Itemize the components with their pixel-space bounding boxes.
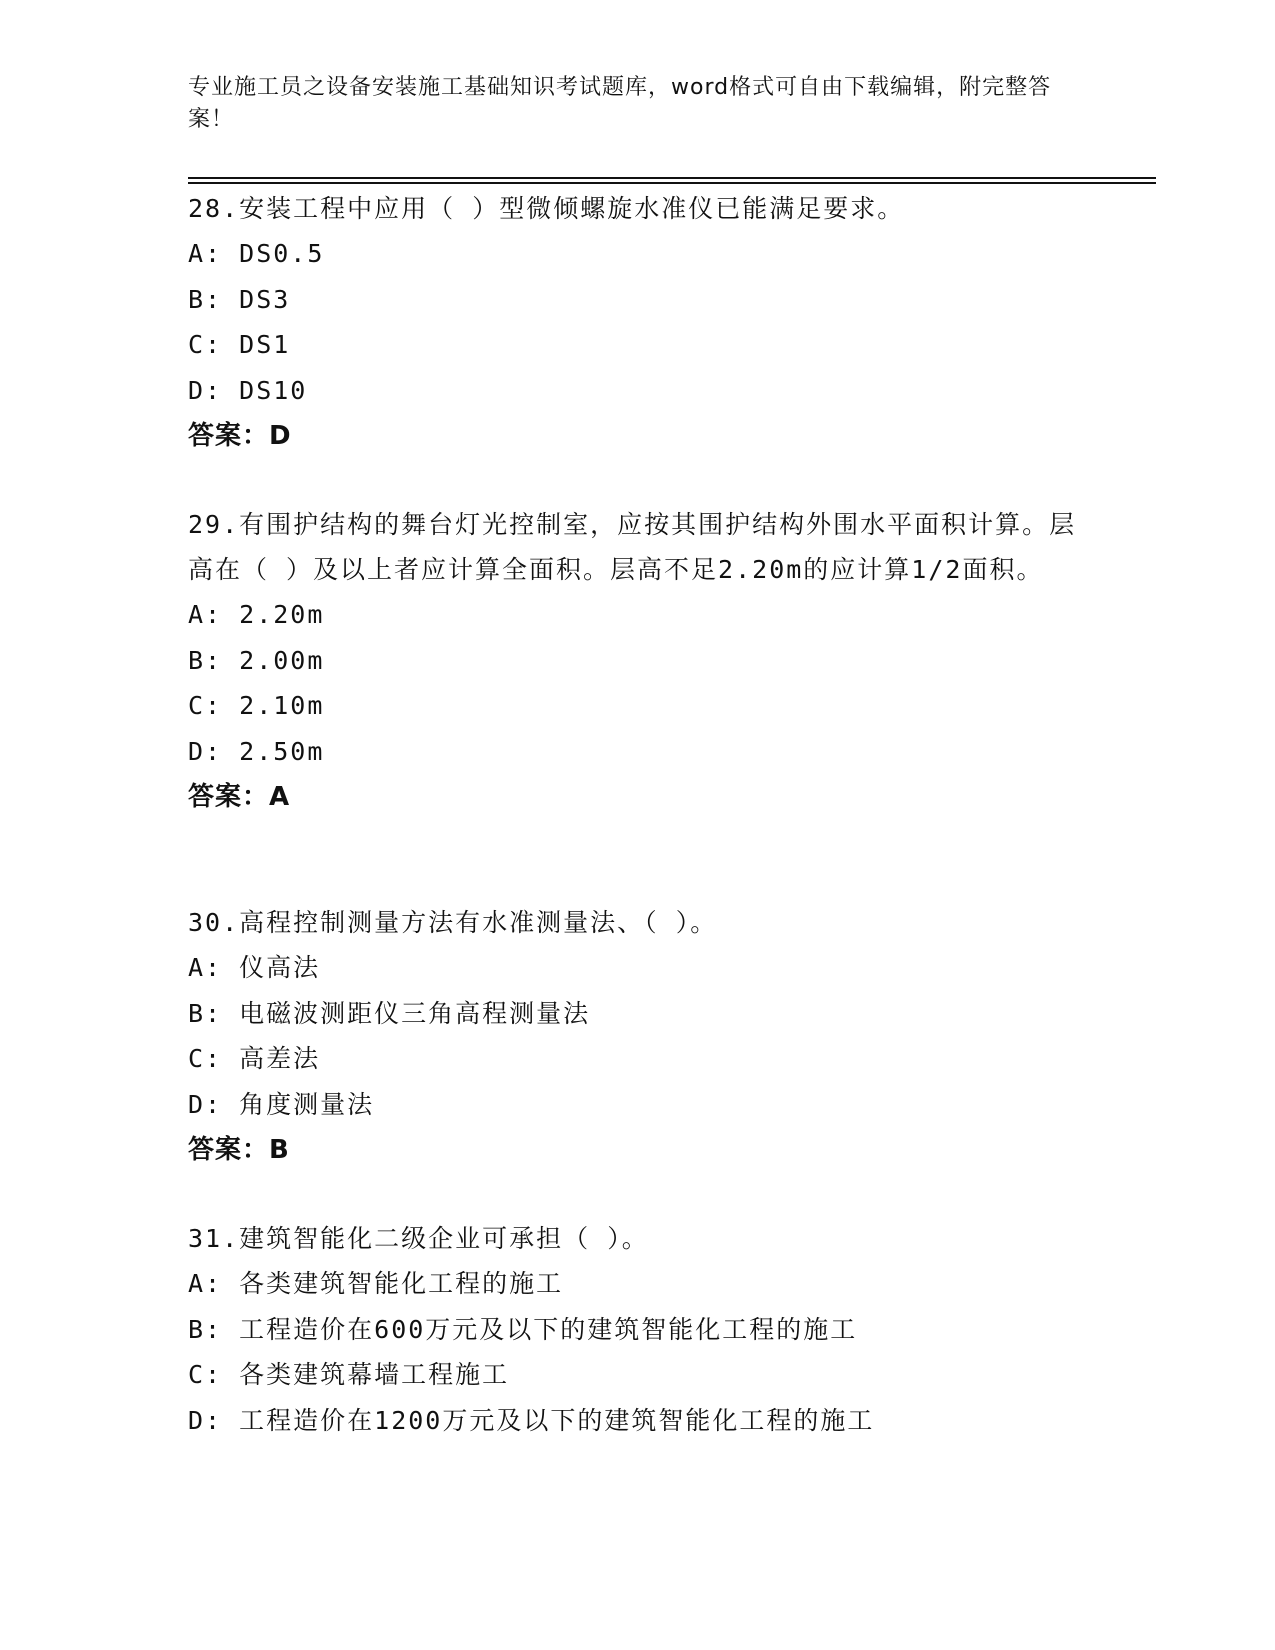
answer: 答案：A bbox=[188, 782, 291, 812]
header-divider-bottom bbox=[188, 182, 1156, 184]
option-c: C: 高差法 bbox=[188, 1044, 321, 1073]
question-stem: 30.高程控制测量方法有水准测量法、（ ）。 bbox=[188, 908, 718, 937]
answer: 答案：B bbox=[188, 1135, 290, 1165]
option-d: D: 2.50m bbox=[188, 736, 325, 766]
question-29 bbox=[188, 502, 1088, 820]
question-31 bbox=[188, 1216, 1088, 1443]
header-divider-top bbox=[188, 177, 1156, 179]
option-c: C: 2.10m bbox=[188, 691, 325, 720]
option-a: A: DS0.5 bbox=[188, 239, 325, 268]
option-a: A: 2.20m bbox=[188, 600, 325, 629]
option-b: B: 2.00m bbox=[188, 645, 325, 675]
question-stem: 29.有围护结构的舞台灯光控制室，应按其围护结构外围水平面积计算。层高在（ ）及以上者应计算全面积。层高不足2.20m的应计算1/2面积。 bbox=[188, 510, 1077, 584]
option-d: D: 角度测量法 bbox=[188, 1089, 375, 1119]
option-d: D: DS10 bbox=[188, 375, 308, 405]
option-d: D: 工程造价在1200万元及以下的建筑智能化工程的施工 bbox=[188, 1405, 875, 1435]
option-c: C: 各类建筑幕墙工程施工 bbox=[188, 1360, 510, 1389]
header-title: 专业施工员之设备安装施工基础知识考试题库，word格式可自由下载编辑，附完整答案！ bbox=[188, 75, 1052, 132]
option-b: B: 电磁波测距仪三角高程测量法 bbox=[188, 998, 591, 1028]
question-stem: 31.建筑智能化二级企业可承担（ ）。 bbox=[188, 1224, 649, 1253]
option-c: C: DS1 bbox=[188, 330, 291, 359]
question-stem: 28.安装工程中应用（ ）型微倾螺旋水准仪已能满足要求。 bbox=[188, 194, 905, 223]
option-a: A: 仪高法 bbox=[188, 953, 321, 982]
answer: 答案：D bbox=[188, 421, 292, 451]
document-header bbox=[188, 72, 1068, 136]
option-a: A: 各类建筑智能化工程的施工 bbox=[188, 1269, 564, 1298]
option-b: B: 工程造价在600万元及以下的建筑智能化工程的施工 bbox=[188, 1314, 858, 1344]
question-30 bbox=[188, 900, 1088, 1173]
question-28 bbox=[188, 186, 1088, 459]
option-b: B: DS3 bbox=[188, 284, 291, 314]
